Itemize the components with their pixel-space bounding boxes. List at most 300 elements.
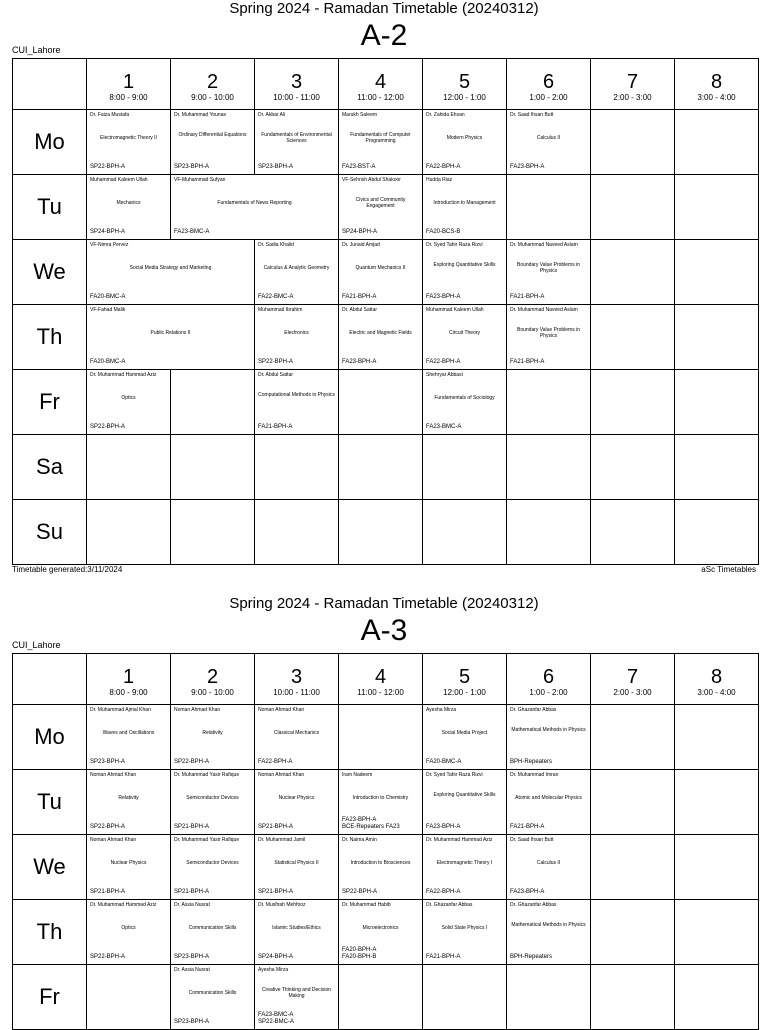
empty-cell <box>591 370 675 435</box>
lesson-cell <box>423 175 507 240</box>
empty-cell <box>675 175 759 240</box>
lesson-cell <box>171 705 255 770</box>
subject-name: Introduction to Biosciences <box>350 860 411 866</box>
cell-content <box>507 900 590 964</box>
cell-content <box>675 240 758 304</box>
cell-content <box>339 705 422 769</box>
teacher-name: Hudda Riaz <box>426 177 453 183</box>
teacher-name: Noman Ahmad Khan <box>90 837 137 843</box>
teacher-name: Dr. Abdul Sattar <box>258 372 294 378</box>
day-row <box>13 305 759 370</box>
empty-cell <box>591 175 675 240</box>
lesson-cell <box>255 305 339 370</box>
day-label: Th <box>13 900 87 965</box>
cell-content <box>339 175 422 239</box>
empty-cell <box>339 370 423 435</box>
period-time: 10:00 - 11:00 <box>273 93 320 102</box>
teacher-name: Dr. Ghazanfar Abbas <box>426 902 473 908</box>
subject-name: Ordinary Differential Equations <box>178 132 247 138</box>
teacher-name: Dr. Sadia Khalid <box>258 242 294 248</box>
teacher-name: Ayesha Mirza <box>426 707 457 713</box>
period-time: 1:00 - 2:00 <box>529 688 568 697</box>
lesson-cell <box>507 900 591 965</box>
empty-cell <box>255 435 339 500</box>
subject-name: Introduction to Management <box>433 200 496 206</box>
lesson-cell <box>507 770 591 835</box>
teacher-name: Dr. Muhammad Hammad Aziz <box>90 902 157 908</box>
class-code: SP22-BPH-A <box>258 359 294 365</box>
teacher-name: Dr. Assia Nusrat <box>174 902 210 908</box>
period-header <box>255 654 339 705</box>
period-header <box>339 59 423 110</box>
period-number: 5 <box>458 666 471 688</box>
empty-cell <box>591 900 675 965</box>
class-code: SP22-BPH-A <box>174 759 210 765</box>
lesson-cell <box>87 705 171 770</box>
cell-content <box>507 435 590 499</box>
empty-cell <box>507 370 591 435</box>
school-name: CUI_Lahore <box>12 45 61 55</box>
teacher-name: VF-Muhammad Sufyan <box>174 177 226 183</box>
cell-content <box>507 175 590 239</box>
cell-content <box>87 240 254 304</box>
subject-name: Electronics <box>284 330 309 336</box>
cell-content <box>87 110 170 174</box>
cell-content <box>171 835 254 899</box>
teacher-name: Dr. Syed Tahir Raza Rizvi <box>426 772 483 778</box>
subject-name: Semiconductor Devices <box>186 860 239 866</box>
day-row <box>13 175 759 240</box>
teacher-name: Dr. Muhammad Ajmal Khan <box>90 707 151 713</box>
cell-content <box>423 900 506 964</box>
class-code: FA21-BPH-A <box>258 424 293 430</box>
cell-content <box>87 370 170 434</box>
period-time: 11:00 - 12:00 <box>357 688 404 697</box>
cell-content <box>591 435 674 499</box>
timetable-title: Spring 2024 - Ramadan Timetable (20240312) <box>229 595 539 612</box>
teacher-name: Dr. Saad Ihsan Butt <box>510 837 554 843</box>
teacher-name: Dr. Assia Nusrat <box>174 967 210 973</box>
cell-content <box>507 705 590 769</box>
cell-content <box>255 435 338 499</box>
teacher-name: Dr. Muhammad Habib <box>342 902 391 908</box>
cell-content <box>255 370 338 434</box>
cell-content <box>591 370 674 434</box>
cell-content <box>507 305 590 369</box>
cell-content <box>255 835 338 899</box>
teacher-name: Dr. Muhammad Yasir Rafique <box>174 837 240 843</box>
lesson-cell <box>171 900 255 965</box>
period-number: 6 <box>542 71 555 93</box>
day-row <box>13 965 759 1030</box>
class-code: FA23-BMC-A <box>174 229 210 235</box>
cell-content <box>339 965 422 1029</box>
subject-name: Mathematical Methods in Physics <box>511 922 586 928</box>
cell-content <box>339 835 422 899</box>
empty-cell <box>339 435 423 500</box>
lesson-cell <box>507 305 591 370</box>
lesson-cell <box>423 770 507 835</box>
timetable-title: Spring 2024 - Ramadan Timetable (20240312) <box>229 0 539 17</box>
subject-name: Microelectronics <box>362 925 399 931</box>
lesson-cell <box>87 110 171 175</box>
day-row <box>13 900 759 965</box>
subject-name: Exploring Quantitative Skills <box>433 792 496 798</box>
period-number: 7 <box>626 666 639 688</box>
subject-name: Electromagnetic Theory II <box>100 135 157 141</box>
empty-cell <box>255 500 339 565</box>
cell-content <box>507 370 590 434</box>
empty-cell <box>675 500 759 565</box>
period-header <box>87 654 171 705</box>
teacher-name: Dr. Muhammad Younas <box>174 112 226 118</box>
footer-brand: aSc Timetables <box>701 565 756 574</box>
day-label: Th <box>13 305 87 370</box>
teacher-name: Noman Ahmad Khan <box>258 707 305 713</box>
lesson-cell <box>423 110 507 175</box>
period-number: 3 <box>290 71 303 93</box>
cell-content <box>591 305 674 369</box>
lesson-cell <box>255 770 339 835</box>
cell-content <box>423 770 506 834</box>
period-header <box>171 59 255 110</box>
class-code: SP24-BPH-A <box>90 229 126 235</box>
cell-content <box>255 500 338 564</box>
empty-cell <box>591 435 675 500</box>
empty-cell <box>675 370 759 435</box>
cell-content <box>423 500 506 564</box>
subject-name: Nuclear Physics <box>278 795 315 801</box>
cell-content <box>423 705 506 769</box>
cell-content <box>507 770 590 834</box>
subject-name: Fundamentals of Computer Programming <box>350 132 411 144</box>
period-header <box>591 59 675 110</box>
lesson-cell <box>423 835 507 900</box>
cell-content <box>171 370 254 434</box>
period-time: 8:00 - 9:00 <box>109 93 148 102</box>
subject-name: Fundamentals of Environmental Sciences <box>261 132 332 144</box>
lesson-cell <box>255 835 339 900</box>
lesson-cell <box>255 965 339 1030</box>
cell-content <box>255 110 338 174</box>
class-code: SP22-BPH-A <box>90 824 126 830</box>
subject-name: Waves and Oscillations <box>102 730 155 736</box>
lesson-cell <box>255 110 339 175</box>
teacher-name: Noman Ahmad Khan <box>90 772 137 778</box>
subject-name: Public Relations II <box>150 330 191 336</box>
empty-cell <box>675 240 759 305</box>
subject-name: Boundary Value Problems in Physics <box>517 327 580 339</box>
subject-name: Introduction to Chemistry <box>352 795 409 801</box>
lesson-cell <box>339 110 423 175</box>
lesson-cell <box>507 110 591 175</box>
teacher-name: Dr. Musfirah Mehfooz <box>258 902 306 908</box>
subject-name: Social Media Project <box>441 730 488 736</box>
lesson-cell <box>423 370 507 435</box>
class-code: FA23-BPH-A <box>510 889 545 895</box>
day-row <box>13 110 759 175</box>
cell-content <box>591 900 674 964</box>
empty-cell <box>87 500 171 565</box>
class-code: FA21-BPH-A <box>510 359 545 365</box>
day-label: Su <box>13 500 87 565</box>
teacher-name: Dr. Akbar Ali <box>258 112 286 118</box>
empty-cell <box>339 705 423 770</box>
cell-content <box>423 965 506 1029</box>
teacher-name: Dr. Naima Amin <box>342 837 377 843</box>
empty-cell <box>171 435 255 500</box>
period-time: 9:00 - 10:00 <box>191 93 234 102</box>
teacher-name: Dr. Muhammad Yasir Rafique <box>174 772 240 778</box>
cell-content <box>423 110 506 174</box>
period-header <box>171 654 255 705</box>
lesson-cell <box>507 835 591 900</box>
cell-content <box>87 500 170 564</box>
cell-content <box>423 370 506 434</box>
empty-cell <box>171 370 255 435</box>
lesson-cell <box>87 305 255 370</box>
subject-name: Semiconductor Devices <box>186 795 239 801</box>
period-time: 2:00 - 3:00 <box>613 93 652 102</box>
day-row <box>13 770 759 835</box>
subject-name: Quantum Mechanics II <box>355 265 406 271</box>
teacher-name: Dr. Muhammad Naveed Aslam <box>510 307 578 313</box>
teacher-name: Muhammad Ibrahim <box>258 307 303 313</box>
day-row <box>13 705 759 770</box>
cell-content <box>339 435 422 499</box>
empty-cell <box>675 835 759 900</box>
empty-cell <box>423 435 507 500</box>
cell-content <box>339 770 422 834</box>
lesson-cell <box>171 110 255 175</box>
subject-name: Exploring Quantitative Skills <box>433 262 496 268</box>
cell-content <box>591 500 674 564</box>
empty-cell <box>339 965 423 1030</box>
teacher-name: Dr. Muhammad Naveed Aslam <box>510 242 578 248</box>
class-code: SP23-BPH-A <box>174 954 210 960</box>
class-code: FA20-BPH-A FA20-BPH-B <box>342 947 377 960</box>
class-code: FA23-BPH-A BCE-Repeaters FA23 <box>342 817 400 830</box>
class-code: FA22-BPH-A <box>258 759 293 765</box>
cell-content <box>675 500 758 564</box>
lesson-cell <box>255 900 339 965</box>
timetable-page-a3 <box>0 595 768 1024</box>
class-code: FA23-BPH-A <box>342 359 377 365</box>
empty-cell <box>591 835 675 900</box>
class-code: FA21-BPH-A <box>342 294 377 300</box>
teacher-name: Dr. Saad Ihsan Butt <box>510 112 554 118</box>
class-code: BPH-Repeaters <box>510 954 553 960</box>
period-header <box>507 59 591 110</box>
day-row <box>13 435 759 500</box>
subject-name: Relativity <box>118 795 139 801</box>
day-row <box>13 240 759 305</box>
empty-cell <box>675 900 759 965</box>
class-code: FA23-BST-A <box>342 164 376 170</box>
cell-content <box>171 435 254 499</box>
period-time: 8:00 - 9:00 <box>109 688 148 697</box>
cell-content <box>591 175 674 239</box>
subject-name: Boundary Value Problems in Physics <box>517 262 580 274</box>
subject-name: Statistical Physics II <box>274 860 319 866</box>
day-label: Mo <box>13 110 87 175</box>
class-code: FA20-BMC-A <box>426 759 462 765</box>
empty-cell <box>87 435 171 500</box>
period-number: 6 <box>542 666 555 688</box>
empty-cell <box>339 500 423 565</box>
subject-name: Creative Thinking and Decision Making <box>261 987 332 999</box>
cell-content <box>87 175 170 239</box>
day-label: We <box>13 835 87 900</box>
teacher-name: Noman Ahmad Khan <box>174 707 221 713</box>
period-number: 1 <box>122 71 135 93</box>
subject-name: Mathematical Methods in Physics <box>511 727 586 733</box>
subject-name: Civics and Community Engagement <box>355 197 406 209</box>
subject-name: Modern Physics <box>446 135 483 141</box>
cell-content <box>591 965 674 1029</box>
cell-content <box>591 240 674 304</box>
class-code: SP23-BPH-A <box>90 759 126 765</box>
cell-content <box>675 900 758 964</box>
lesson-cell <box>87 370 171 435</box>
period-number: 8 <box>710 666 723 688</box>
day-row <box>13 500 759 565</box>
teacher-name: Ayesha Mirza <box>258 967 289 973</box>
cell-content <box>423 305 506 369</box>
cell-content <box>171 175 338 239</box>
class-code: FA22-BPH-A <box>426 164 461 170</box>
cell-content <box>675 110 758 174</box>
lesson-cell <box>507 705 591 770</box>
cell-content <box>507 835 590 899</box>
period-time: 2:00 - 3:00 <box>613 688 652 697</box>
cell-content <box>675 370 758 434</box>
lesson-cell <box>255 370 339 435</box>
lesson-cell <box>423 900 507 965</box>
empty-cell <box>675 770 759 835</box>
cell-content <box>171 705 254 769</box>
class-code: SP21-BPH-A <box>258 824 294 830</box>
cell-content <box>591 705 674 769</box>
empty-cell <box>171 500 255 565</box>
class-code: SP24-BPH-A <box>258 954 294 960</box>
cell-content <box>423 175 506 239</box>
period-number: 2 <box>206 666 219 688</box>
lesson-cell <box>171 175 339 240</box>
period-time: 3:00 - 4:00 <box>697 93 736 102</box>
lesson-cell <box>171 835 255 900</box>
cell-content <box>339 500 422 564</box>
lesson-cell <box>339 240 423 305</box>
class-code: FA23-BPH-A <box>510 164 545 170</box>
period-header <box>591 654 675 705</box>
teacher-name: Dr. Syed Tahir Raza Rizvi <box>426 242 483 248</box>
teacher-name: Marukh Saleem <box>342 112 378 118</box>
cell-content <box>423 240 506 304</box>
subject-name: Communication Skills <box>188 990 237 996</box>
teacher-name: Dr. Faiza Mustafa <box>90 112 130 118</box>
empty-cell <box>675 435 759 500</box>
cell-content <box>171 770 254 834</box>
class-code: FA22-BPH-A <box>426 359 461 365</box>
subject-name: Classical Mechanics <box>273 730 320 736</box>
teacher-name: Muhammad Kaleem Ullah <box>90 177 148 183</box>
subject-name: Social Media Strategy and Marketing <box>129 265 212 271</box>
day-label: Sa <box>13 435 87 500</box>
class-code: SP21-BPH-A <box>174 889 210 895</box>
cell-content <box>171 965 254 1029</box>
teacher-name: Dr. Ghazanfar Abbas <box>510 902 557 908</box>
lesson-cell <box>255 240 339 305</box>
period-number: 5 <box>458 71 471 93</box>
period-number: 7 <box>626 71 639 93</box>
subject-name: Calculus & Analytic Geometry <box>263 265 330 271</box>
corner-cell <box>13 654 87 705</box>
period-header <box>675 654 759 705</box>
empty-cell <box>591 705 675 770</box>
subject-name: Atomic and Molecular Physics <box>515 795 582 801</box>
class-code: SP23-BPH-A <box>258 164 294 170</box>
day-row <box>13 370 759 435</box>
cell-content <box>507 240 590 304</box>
timetable-grid <box>12 653 759 1030</box>
subject-name: Fundamentals of Sociology <box>434 395 495 401</box>
class-code: SP21-BPH-A <box>174 824 210 830</box>
class-code: FA22-BMC-A <box>258 294 294 300</box>
lesson-cell <box>339 770 423 835</box>
subject-name: Mechanics <box>116 200 141 206</box>
subject-name: Computational Methods in Physics <box>258 392 335 398</box>
class-code: FA20-BMC-A <box>90 294 126 300</box>
subject-name: Calculus II <box>536 860 561 866</box>
lesson-cell <box>423 705 507 770</box>
period-time: 9:00 - 10:00 <box>191 688 234 697</box>
day-row <box>13 835 759 900</box>
period-number: 8 <box>710 71 723 93</box>
cell-content <box>507 110 590 174</box>
cell-content <box>255 305 338 369</box>
period-time: 12:00 - 1:00 <box>443 688 486 697</box>
cell-content <box>255 705 338 769</box>
subject-name: Relativity <box>202 730 223 736</box>
empty-cell <box>507 435 591 500</box>
empty-cell <box>591 240 675 305</box>
empty-cell <box>591 500 675 565</box>
lesson-cell <box>171 965 255 1030</box>
empty-cell <box>591 965 675 1030</box>
class-code: FA21-BPH-A <box>510 824 545 830</box>
cell-content <box>675 435 758 499</box>
period-number: 2 <box>206 71 219 93</box>
class-code: SP23-BPH-A <box>174 1019 210 1025</box>
teacher-name: Iram Nadeem <box>342 772 373 778</box>
empty-cell <box>87 965 171 1030</box>
day-label: We <box>13 240 87 305</box>
lesson-cell <box>423 305 507 370</box>
cell-content <box>171 110 254 174</box>
lesson-cell <box>339 835 423 900</box>
teacher-name: Dr. Abdul Sattar <box>342 307 378 313</box>
period-time: 3:00 - 4:00 <box>697 688 736 697</box>
cell-content <box>87 965 170 1029</box>
class-code: FA21-BPH-A <box>426 954 461 960</box>
lesson-cell <box>87 770 171 835</box>
cell-content <box>87 305 254 369</box>
empty-cell <box>591 110 675 175</box>
period-number: 1 <box>122 666 135 688</box>
subject-name: Fundamentals of News Reporting <box>217 200 292 206</box>
period-header <box>423 654 507 705</box>
